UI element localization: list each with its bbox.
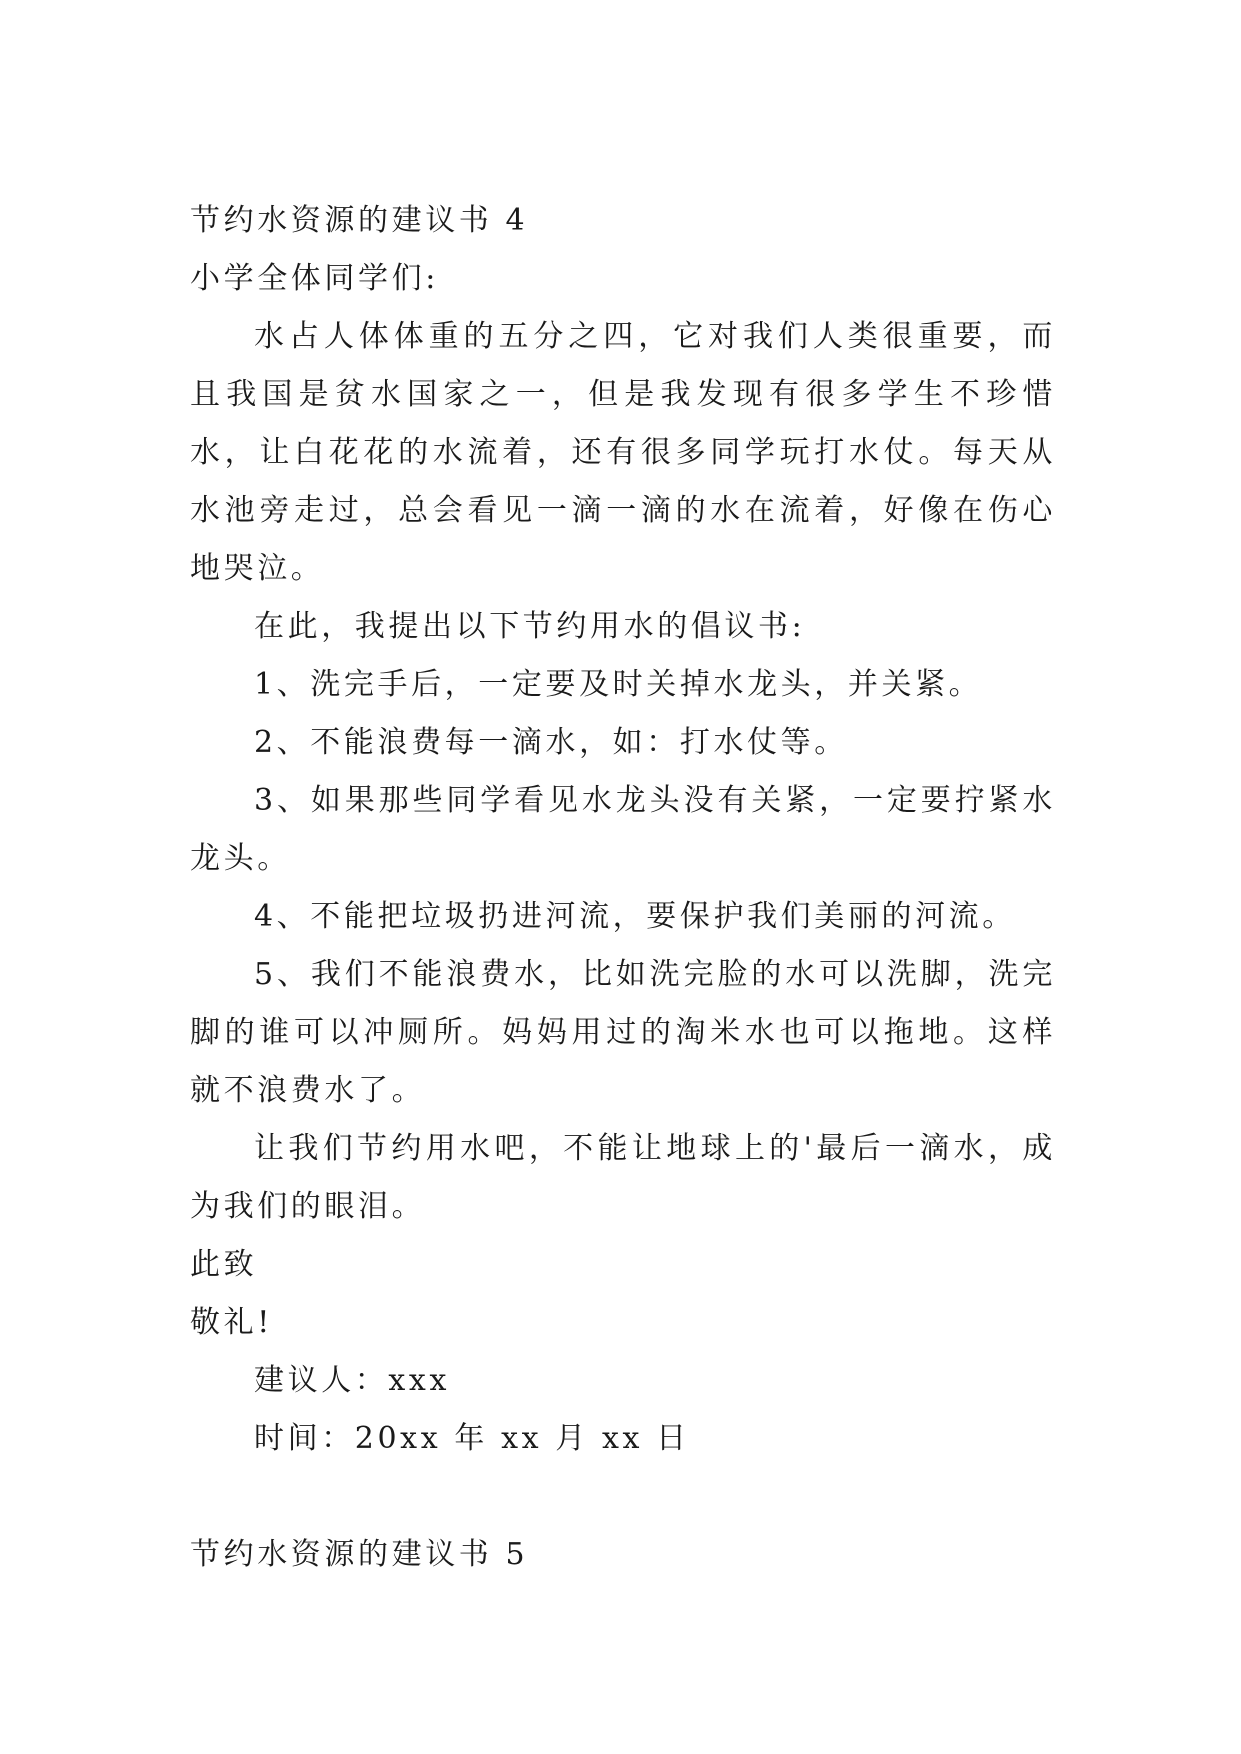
paragraph: 在此，我提出以下节约用水的倡议书: (254, 609, 806, 644)
date-line: 时间：20xx 年 xx 月 xx 日 (254, 1421, 690, 1456)
list-item: 1、洗完手后，一定要及时关掉水龙头，并关紧。 (254, 667, 983, 702)
section-title: 节约水资源的建议书 4 (190, 203, 529, 238)
closing-paragraph: 让我们节约用水吧，不能让地球上的'最后一滴水，成为我们的眼泪。 (190, 1131, 1056, 1224)
section-title: 节约水资源的建议书 5 (190, 1537, 529, 1572)
salutation: 小学全体同学们: (190, 261, 439, 296)
list-item: 4、不能把垃圾扔进河流，要保护我们美丽的河流。 (254, 899, 1016, 934)
closing-greeting: 敬礼! (190, 1305, 273, 1340)
list-item: 5、我们不能浪费水，比如洗完脸的水可以洗脚，洗完脚的谁可以冲厕所。妈妈用过的淘米水也可以拖地。这样就不浪费水了。 (190, 957, 1056, 1108)
closing-phrase: 此致 (190, 1247, 258, 1282)
document-page (190, 192, 1056, 1584)
list-item: 2、不能浪费每一滴水，如：打水仗等。 (254, 725, 848, 760)
signer: 建议人：xxx (254, 1363, 450, 1398)
section-gap (190, 1468, 1056, 1526)
list-item: 3、如果那些同学看见水龙头没有关紧，一定要拧紧水龙头。 (190, 783, 1056, 876)
paragraph: 水占人体体重的五分之四，它对我们人类很重要，而且我国是贫水国家之一，但是我发现有很多学生不珍惜水，让白花花的水流着，还有很多同学玩打水仗。每天从水池旁走过，总会看见一滴一滴的水在流着，好像在伤心地哭泣。 (190, 319, 1056, 586)
